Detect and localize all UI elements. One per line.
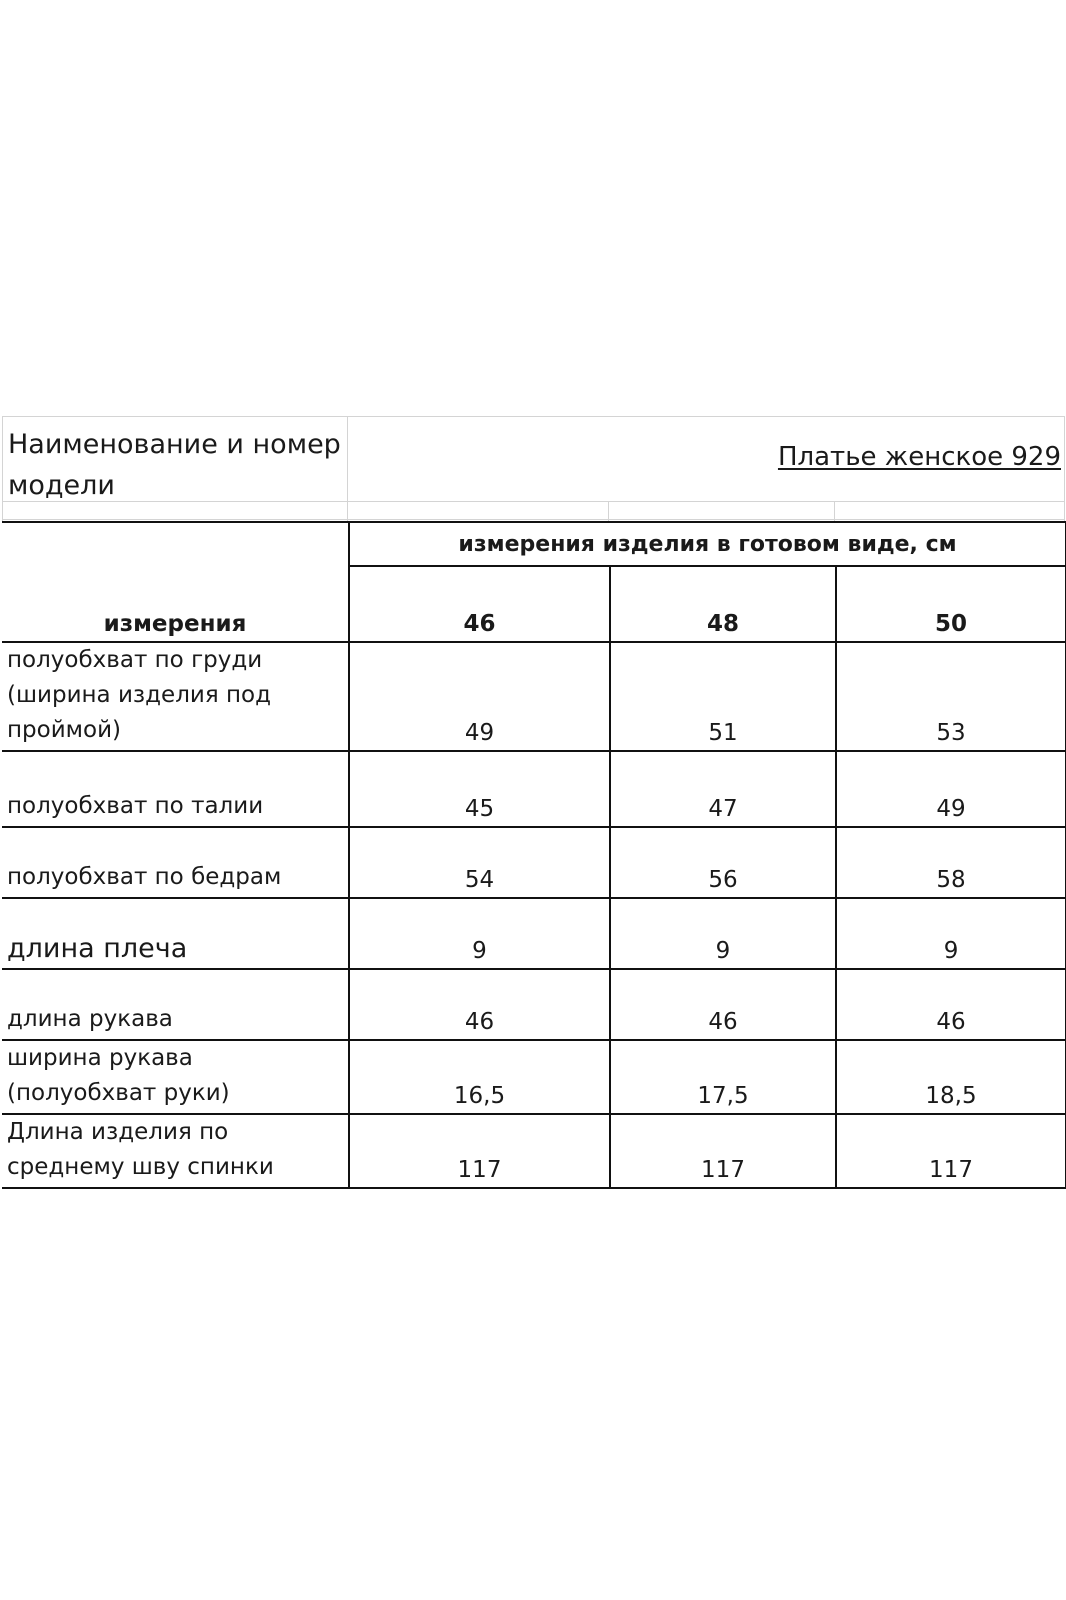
cell-value: 17,5 bbox=[610, 1040, 836, 1114]
table-caption-row bbox=[2, 522, 1066, 566]
row-label: Длина изделия по среднему шву спинки bbox=[2, 1114, 349, 1188]
size-header: 46 bbox=[349, 566, 610, 642]
cell-value: 49 bbox=[349, 642, 610, 751]
cell-value: 47 bbox=[610, 751, 836, 827]
cell-value: 46 bbox=[349, 969, 610, 1040]
row-label: длина рукава bbox=[2, 969, 349, 1040]
cell-value: 45 bbox=[349, 751, 610, 827]
cell-value: 51 bbox=[610, 642, 836, 751]
gridline bbox=[2, 519, 1065, 520]
cell-value: 46 bbox=[610, 969, 836, 1040]
cell-value: 46 bbox=[836, 969, 1066, 1040]
gridline bbox=[1064, 416, 1065, 521]
table-row bbox=[2, 642, 1066, 751]
model-name: Платье женское 929 bbox=[777, 442, 1061, 472]
table-row bbox=[2, 1040, 1066, 1114]
size-header: 50 bbox=[836, 566, 1066, 642]
table-row bbox=[2, 751, 1066, 827]
model-label: Наименование и номер модели bbox=[8, 429, 341, 501]
table-row bbox=[2, 1114, 1066, 1188]
table-row bbox=[2, 827, 1066, 898]
row-label: полуобхват по талии bbox=[2, 751, 349, 827]
gridline bbox=[2, 416, 3, 521]
gridline bbox=[834, 501, 835, 521]
cell-value: 53 bbox=[836, 642, 1066, 751]
cell-value: 49 bbox=[836, 751, 1066, 827]
cell-value: 56 bbox=[610, 827, 836, 898]
cell-value: 117 bbox=[610, 1114, 836, 1188]
size-header: 48 bbox=[610, 566, 836, 642]
row-label: ширина рукава (полуобхват руки) bbox=[2, 1040, 349, 1114]
cell-value: 18,5 bbox=[836, 1040, 1066, 1114]
row-label: длина плеча bbox=[2, 898, 349, 969]
size-table bbox=[2, 521, 1066, 1189]
cell-value: 54 bbox=[349, 827, 610, 898]
row-label: полуобхват по бедрам bbox=[2, 827, 349, 898]
cell-value: 16,5 bbox=[349, 1040, 610, 1114]
row-label: полуобхват по груди (ширина изделия под проймой) bbox=[2, 642, 349, 751]
cell-value: 117 bbox=[349, 1114, 610, 1188]
model-header bbox=[2, 416, 1065, 536]
cell-value: 9 bbox=[610, 898, 836, 969]
gridline bbox=[608, 501, 609, 521]
cell-value: 58 bbox=[836, 827, 1066, 898]
table-caption: измерения изделия в готовом виде, см bbox=[349, 522, 1066, 566]
measurements-header: измерения bbox=[2, 522, 349, 642]
gridline bbox=[2, 416, 1065, 417]
cell-value: 9 bbox=[836, 898, 1066, 969]
table-row bbox=[2, 969, 1066, 1040]
cell-value: 117 bbox=[836, 1114, 1066, 1188]
cell-value: 9 bbox=[349, 898, 610, 969]
table-row bbox=[2, 898, 1066, 969]
